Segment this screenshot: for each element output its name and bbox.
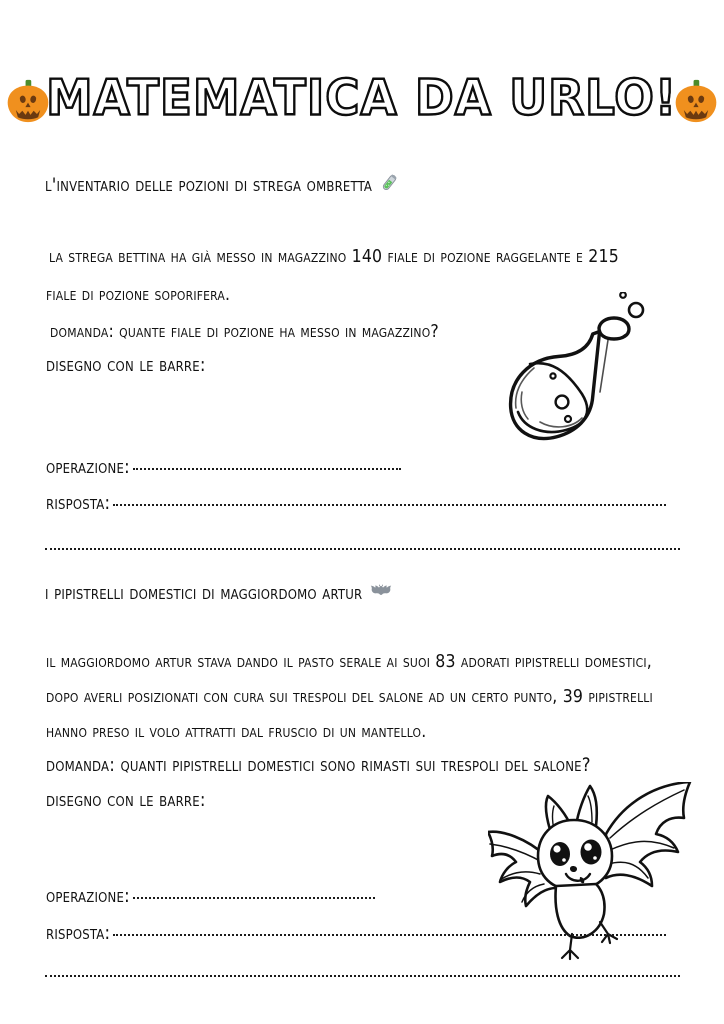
problem-2-operation-label: operazione: (46, 885, 130, 907)
problem-2-heading (45, 582, 393, 604)
problem-1-operation-input[interactable] (133, 464, 401, 470)
problem-1-heading (45, 172, 400, 198)
potion-flask-illustration (490, 292, 670, 482)
problem-1-answer-row (46, 492, 666, 514)
test-tube-icon (379, 172, 400, 198)
problem-1-text-line-2: fiale di pozione soporifera. (46, 285, 231, 305)
problem-2-operation-input[interactable] (133, 893, 375, 899)
problem-2-answer-input[interactable] (113, 930, 666, 936)
problem-1-draw-prompt: disegno con le barre: (46, 355, 206, 376)
problem-2-operation-row (46, 885, 375, 907)
problem-1-heading-label: l'inventario delle pozioni di strega ombretta (45, 174, 373, 196)
problem-2-draw-prompt: disegno con le barre: (46, 790, 206, 811)
bat-icon (369, 582, 393, 604)
problem-2-answer-label: risposta: (46, 922, 111, 944)
problem-2-text-line-3: hanno preso il volo attratti dal fruscio di un mantello. (46, 722, 427, 742)
page-title: MATEMATICA DA URLO! (46, 69, 678, 127)
problem-2-text-line-2: dopo averli posizionati con cura sui trespoli del salone ad un certo punto, 39 pipistrelli (46, 687, 653, 707)
problem-2-answer-overflow-line[interactable] (45, 975, 680, 977)
problem-1-text-line-1: la strega bettina ha già messo in magazzino 140 fiale di pozione raggelante e 215 (49, 247, 619, 267)
problem-2-heading-label: i pipistrelli domestici di maggiordomo artur (45, 582, 363, 604)
problem-2-question: domanda: quanti pipistrelli domestici sono rimasti sui trespoli del salone? (46, 755, 591, 776)
problem-1-question: domanda: quante fiale di pozione ha messo in magazzino? (50, 322, 439, 342)
jack-o-lantern-icon (670, 75, 722, 127)
page-title-banner (0, 62, 724, 140)
problem-2-text-line-1: il maggiordomo artur stava dando il pasto serale ai suoi 83 adorati pipistrelli domestici, (46, 652, 652, 672)
problem-1-answer-label: risposta: (46, 492, 111, 514)
problem-1-operation-label: operazione: (46, 456, 130, 478)
problem-1-answer-overflow-line[interactable] (45, 548, 680, 550)
problem-1-operation-row (46, 456, 401, 478)
problem-2-answer-row (46, 922, 666, 944)
problem-1-answer-input[interactable] (113, 500, 666, 506)
